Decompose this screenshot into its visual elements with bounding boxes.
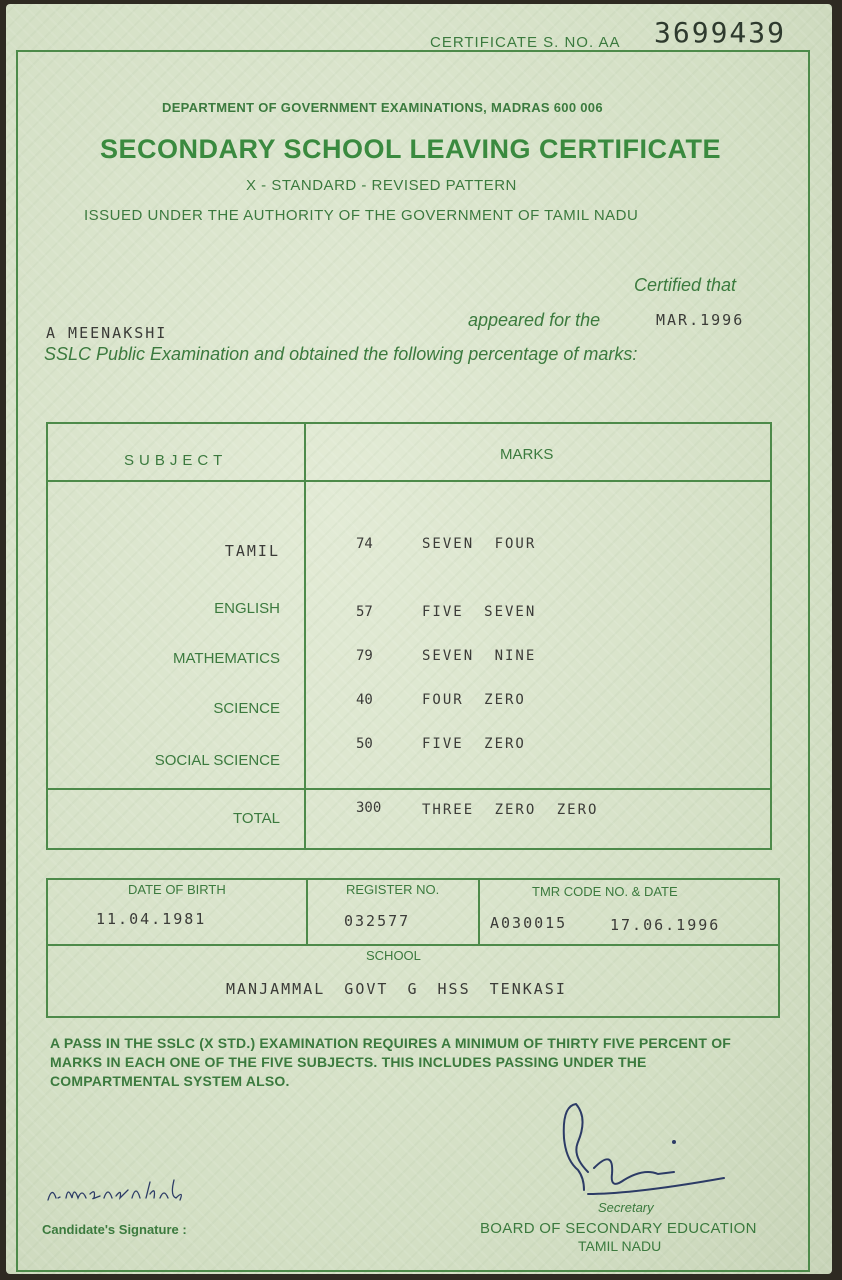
issuing-authority: ISSUED UNDER THE AUTHORITY OF THE GOVERNMENT OF TAMIL NADU <box>84 207 639 224</box>
certified-that-text: Certified that <box>634 275 737 295</box>
school-label: SCHOOL <box>366 948 421 963</box>
subject-name: SCIENCE <box>213 700 280 717</box>
subject-marks-words: FOUR ZERO <box>422 692 526 708</box>
subject-marks-words: SEVEN NINE <box>422 648 537 664</box>
column-divider <box>304 424 306 848</box>
subject-marks-words: FIVE ZERO <box>422 736 526 752</box>
secretary-signature <box>554 1098 734 1206</box>
subject-marks: 79 <box>356 648 373 664</box>
tmr-code-value: A030015 <box>490 914 568 932</box>
subject-name: MATHEMATICS <box>173 650 280 667</box>
department-heading: DEPARTMENT OF GOVERNMENT EXAMINATIONS, MADRAS 600 006 <box>162 100 603 115</box>
dob-label: DATE OF BIRTH <box>128 882 226 897</box>
row-divider <box>48 944 778 946</box>
tmr-code-label: TMR CODE NO. & DATE <box>532 884 678 899</box>
appeared-text: appeared for the <box>468 310 601 330</box>
certificate-title: SECONDARY SCHOOL LEAVING CERTIFICATE <box>100 134 722 164</box>
total-divider <box>48 788 770 790</box>
marks-table <box>46 422 772 850</box>
register-number-value: 032577 <box>344 912 411 930</box>
subject-name: SOCIAL SCIENCE <box>154 752 280 769</box>
subject-name: TAMIL <box>224 542 280 560</box>
candidate-details-table <box>46 878 780 1018</box>
register-number-label: REGISTER NO. <box>346 882 440 897</box>
column-divider <box>306 880 308 944</box>
total-marks: 300 <box>356 800 382 816</box>
candidate-name: A MEENAKSHI <box>46 324 168 342</box>
exam-description: SSLC Public Examination and obtained the following percentage of marks: <box>44 344 638 364</box>
marks-column-header: MARKS <box>500 446 554 463</box>
subject-marks: 74 <box>356 536 373 552</box>
total-label: TOTAL <box>233 810 280 827</box>
school-value: MANJAMMAL GOVT G HSS TENKASI <box>226 980 567 998</box>
dob-value: 11.04.1981 <box>96 910 207 928</box>
certificate-subtitle: X - STANDARD - REVISED PATTERN <box>246 177 517 194</box>
subject-name: ENGLISH <box>214 600 280 617</box>
board-state: TAMIL NADU <box>578 1238 662 1254</box>
candidate-signature <box>44 1176 204 1206</box>
header-divider <box>48 480 770 482</box>
certificate-serial-label: CERTIFICATE S. NO. AA <box>430 34 621 51</box>
subject-column-header: SUBJECT <box>124 452 228 469</box>
certificate-paper <box>6 4 832 1274</box>
column-divider <box>478 880 480 944</box>
subject-marks: 57 <box>356 604 373 620</box>
certificate-serial-number: 3699439 <box>654 16 787 49</box>
subject-marks-words: FIVE SEVEN <box>422 604 537 620</box>
subject-marks-words: SEVEN FOUR <box>422 536 537 552</box>
subject-marks: 40 <box>356 692 373 708</box>
tmr-date-value: 17.06.1996 <box>610 916 721 934</box>
board-name: BOARD OF SECONDARY EDUCATION <box>480 1220 757 1237</box>
exam-session: MAR.1996 <box>656 311 745 329</box>
total-marks-words: THREE ZERO ZERO <box>422 802 599 818</box>
subject-marks: 50 <box>356 736 373 752</box>
pass-requirement-note: A PASS IN THE SSLC (X STD.) EXAMINATION REQUIRES A MINIMUM OF THIRTY FIVE PERCENT OF MARKS IN EACH ONE OF THE FIVE SUBJECTS. THIS INCLUDES PASSING UNDER THE COMPARTMENTAL SYSTEM ALSO. <box>50 1035 732 1089</box>
secretary-label: Secretary <box>598 1200 654 1215</box>
candidate-signature-label: Candidate's Signature : <box>42 1222 187 1237</box>
